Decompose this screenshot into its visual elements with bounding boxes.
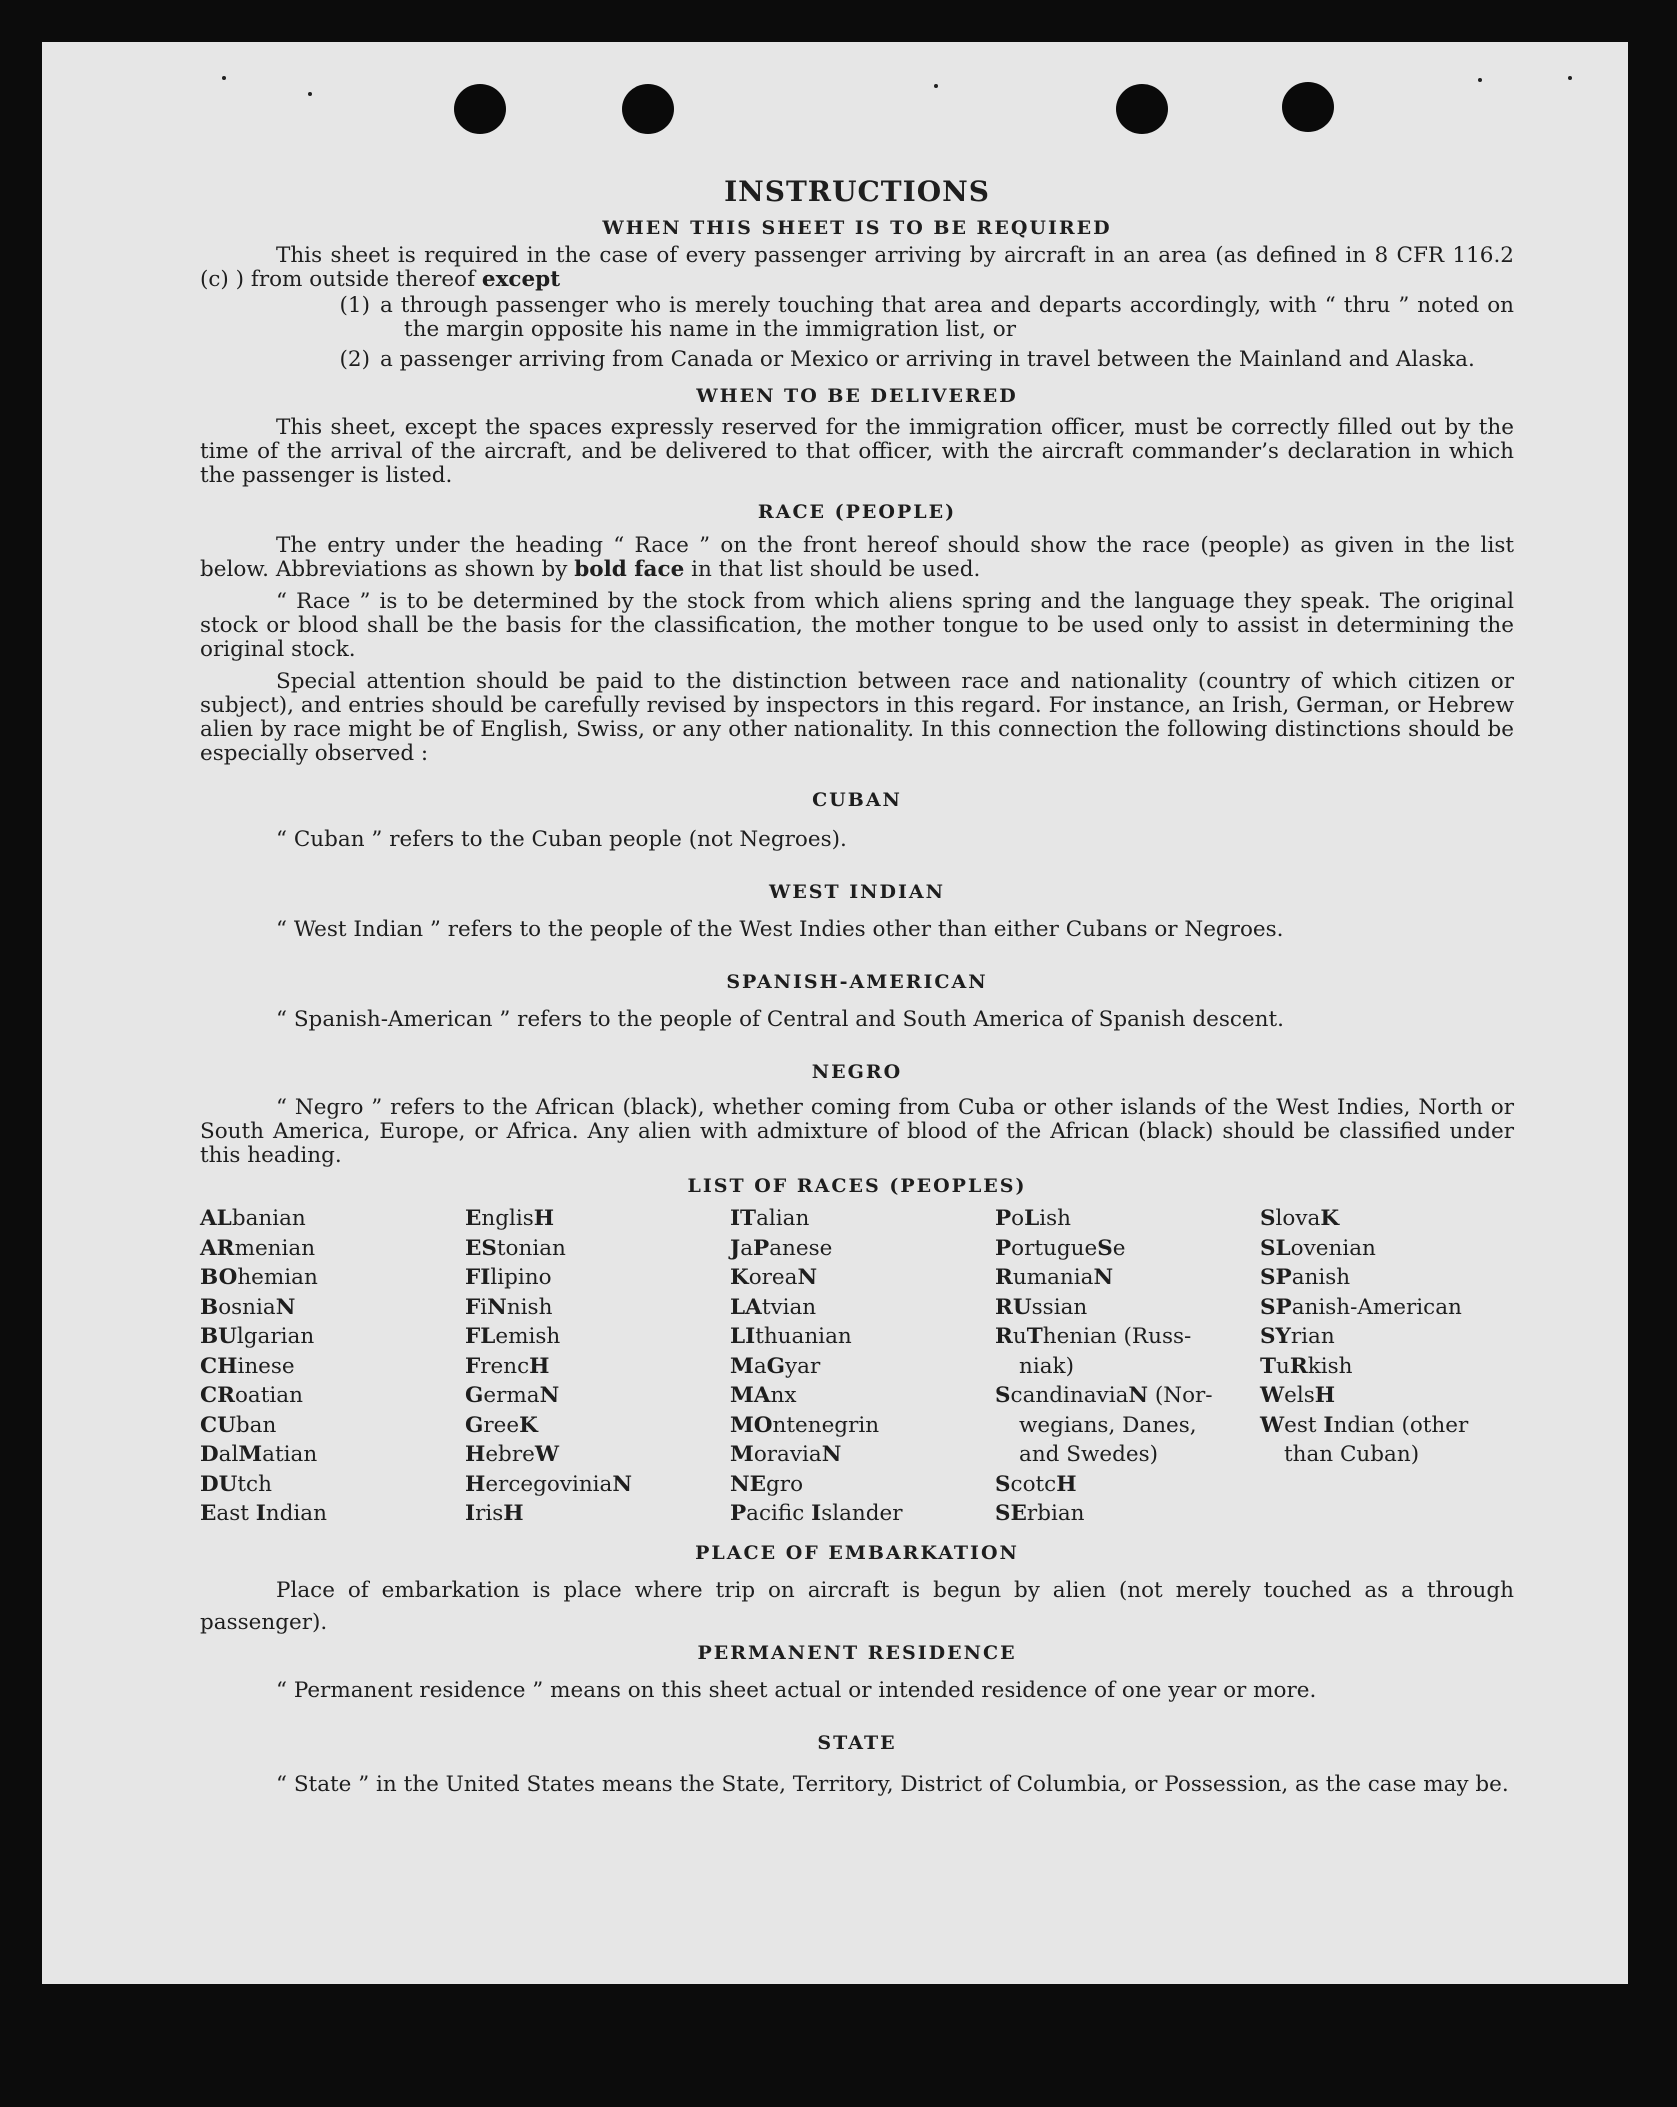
speck [222, 76, 226, 80]
race-entry: niak) [1019, 1353, 1074, 1379]
section-heading-races-list: LIST OF RACES (PEOPLES) [687, 1175, 1027, 1197]
race-entry: SPanish [1260, 1265, 1351, 1290]
race-entry: RuThenian (Russ- [995, 1324, 1192, 1349]
race-entry: FrencH [465, 1353, 550, 1379]
race-entry: BUlgarian [200, 1324, 315, 1349]
race-entry: MoraviaN [730, 1442, 842, 1467]
race-entry: SPanish-American [1260, 1294, 1462, 1320]
race-entry: East Indian [200, 1501, 327, 1526]
race-entry: SlovaK [1260, 1206, 1340, 1231]
required-intro: This sheet is required in the case of every passenger arriving by aircraft in an area (as defined in 8 CFR 116.2 (c) ) from outside thereof except [200, 243, 1514, 292]
race-entry: DUtch [200, 1471, 272, 1497]
speck [1478, 78, 1482, 82]
race-entry: West Indian (other [1260, 1412, 1469, 1438]
race-entry: MaGyar [730, 1353, 821, 1379]
races-column [995, 1204, 1260, 1529]
race-entry: BosniaN [200, 1294, 296, 1320]
race-entry: MAnx [730, 1383, 797, 1408]
race-entry: ITalian [730, 1206, 810, 1231]
race-entry: EnglisH [465, 1206, 555, 1231]
race-entry: GreeK [465, 1412, 538, 1438]
race-entry: SYrian [1260, 1324, 1335, 1349]
race-entry: PoLish [995, 1206, 1072, 1231]
punch-hole [1282, 82, 1334, 132]
race-entry: GermaN [465, 1383, 560, 1408]
race-entry: Pacific Islander [730, 1501, 903, 1526]
race-entry: wegians, Danes, [1019, 1412, 1197, 1438]
required-item-1: (1) a through passenger who is merely touching that area and departs accordingly, with “ thru ” noted on the margin opposite his name in the immigration list, or [339, 293, 1514, 342]
west-indian-text: “ West Indian ” refers to the people of the West Indies other than either Cubans or Negroes. [276, 917, 1284, 942]
race-entry: WelsH [1260, 1383, 1336, 1408]
section-heading-spanish-american: SPANISH-AMERICAN [726, 971, 988, 993]
races-column [465, 1204, 730, 1529]
section-heading-embarkation: PLACE OF EMBARKATION [695, 1541, 1019, 1564]
race-entry: DalMatian [200, 1442, 318, 1467]
speck [1568, 76, 1572, 80]
races-column [200, 1204, 465, 1529]
section-heading-west-indian: WEST INDIAN [768, 881, 946, 903]
race-entry: PortugueSe [995, 1235, 1126, 1261]
race-entry: SErbian [995, 1501, 1085, 1526]
race-entry: ALbanian [200, 1206, 306, 1231]
race-entry: ScotcH [995, 1471, 1077, 1497]
race-entry: CUban [200, 1412, 277, 1438]
embarkation-text: Place of embarkation is place where trip on aircraft is begun by alien (not merely touched as a through passenger). [200, 1577, 1514, 1635]
race-entry: CHinese [200, 1353, 295, 1379]
race-entry: RUssian [995, 1294, 1088, 1320]
race-entry: FiNnish [465, 1294, 553, 1320]
spanish-american-text: “ Spanish-American ” refers to the people of Central and South America of Spanish descent. [276, 1007, 1284, 1032]
race-entry: NEgro [730, 1471, 804, 1497]
race-entry: FIlipino [465, 1265, 552, 1290]
race-entry: EStonian [465, 1235, 566, 1261]
race-entry: BOhemian [200, 1265, 318, 1290]
race-entry: TuRkish [1260, 1353, 1353, 1379]
punch-hole [454, 84, 506, 134]
negro-text: “ Negro ” refers to the African (black), whether coming from Cuba or other islands of the West Indies, North or South America, Europe, or Africa. Any alien with admixture of blood of the African (black) should be classified under this heading. [200, 1095, 1514, 1168]
race-paragraph-1: The entry under the heading “ Race ” on the front hereof should show the race (people) as given in the list below. Abbreviations as shown by bold face in that list should be used. [200, 533, 1514, 582]
race-entry: CRoatian [200, 1383, 303, 1408]
race-entry: LAtvian [730, 1294, 817, 1320]
race-paragraph-2: “ Race ” is to be determined by the stock from which aliens spring and the language they speak. The original stock or blood shall be the basis for the classification, the mother tongue to be used only to assist in determining the original stock. [200, 589, 1514, 662]
section-heading-required: WHEN THIS SHEET IS TO BE REQUIRED [602, 217, 1112, 239]
races-list [200, 1204, 1514, 1529]
page-title: INSTRUCTIONS [724, 175, 990, 208]
race-entry: SLovenian [1260, 1235, 1376, 1261]
section-heading-state: STATE [817, 1731, 897, 1754]
section-heading-race: RACE (PEOPLE) [757, 501, 957, 523]
race-entry: ARmenian [200, 1235, 316, 1261]
races-column [730, 1204, 995, 1529]
section-heading-cuban: CUBAN [812, 789, 902, 811]
race-entry: than Cuban) [1284, 1442, 1420, 1467]
race-entry: HebreW [465, 1442, 559, 1467]
section-heading-negro: NEGRO [811, 1061, 903, 1083]
race-paragraph-3: Special attention should be paid to the distinction between race and nationality (country of which citizen or subject), and entries should be carefully revised by inspectors in this regard. For instance, an Irish, German, or Hebrew alien by race might be of English, Swiss, or any other nationality. In this connection the following distinctions should be especially observed : [200, 669, 1514, 766]
delivered-text: This sheet, except the spaces expressly reserved for the immigration officer, must be correctly filled out by the time of the arrival of the aircraft, and be delivered to that officer, with the aircraft commander’s declaration in which the passenger is listed. [200, 415, 1514, 488]
punch-hole [622, 84, 674, 134]
race-entry: HercegoviniaN [465, 1471, 633, 1497]
required-item-2: (2) a passenger arriving from Canada or Mexico or arriving in travel between the Mainland and Alaska. [339, 347, 1475, 372]
punch-hole [1116, 84, 1168, 134]
state-text: “ State ” in the United States means the State, Territory, District of Columbia, or Possession, as the case may be. [276, 1771, 1509, 1797]
race-entry: MOntenegrin [730, 1412, 880, 1438]
residence-text: “ Permanent residence ” means on this sheet actual or intended residence of one year or more. [276, 1677, 1317, 1703]
races-column [1260, 1204, 1480, 1529]
instructions-content [200, 170, 1514, 1801]
race-entry: JaPanese [730, 1235, 833, 1261]
race-entry: LIthuanian [730, 1324, 852, 1349]
race-entry: FLemish [465, 1324, 561, 1349]
speck [934, 84, 938, 88]
document-sheet [42, 42, 1628, 1984]
cuban-text: “ Cuban ” refers to the Cuban people (not Negroes). [276, 827, 847, 852]
race-entry: and Swedes) [1019, 1442, 1159, 1467]
race-entry: IrisH [465, 1501, 524, 1526]
section-heading-delivered: WHEN TO BE DELIVERED [696, 385, 1018, 407]
race-entry: ScandinaviaN (Nor- [995, 1383, 1213, 1408]
race-entry: RumaniaN [995, 1265, 1114, 1290]
race-entry: KoreaN [730, 1265, 818, 1290]
section-heading-residence: PERMANENT RESIDENCE [697, 1641, 1017, 1664]
speck [308, 92, 312, 96]
